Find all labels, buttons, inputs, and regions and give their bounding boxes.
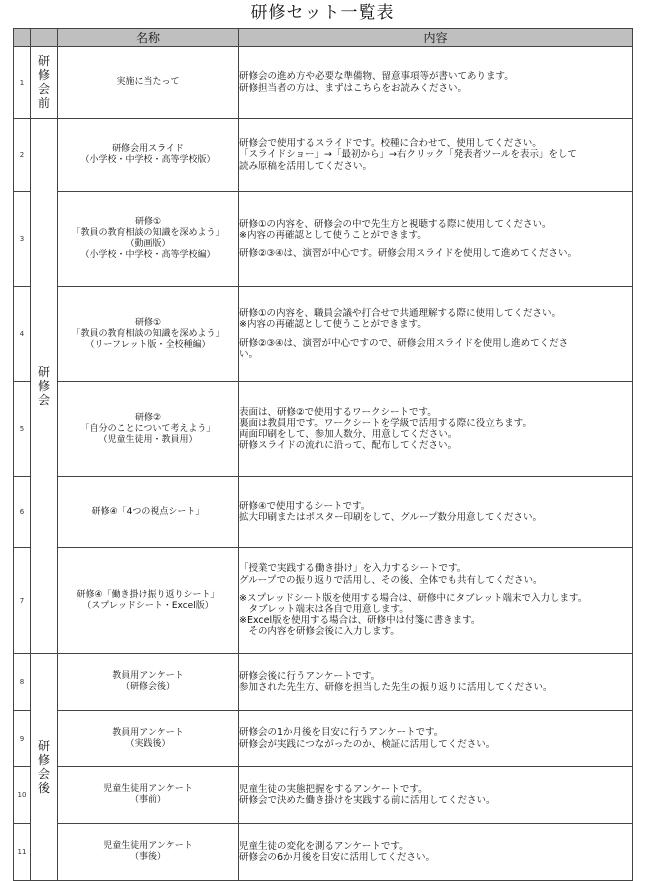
text-line: 研 xyxy=(37,364,50,379)
row-number: 6 xyxy=(14,477,31,548)
row-number: 3 xyxy=(14,192,31,287)
item-name xyxy=(58,477,239,548)
text-line: 研修会後に行うアンケートです。 xyxy=(239,670,381,682)
header-no xyxy=(14,29,31,47)
text-line: 研修担当者の方は、まずはこちらをお読みください。 xyxy=(239,82,468,94)
text-line: 読み原稿を活用してください。 xyxy=(239,160,373,172)
text-line: 両面印刷をして、参加人数分、用意してください。 xyxy=(239,429,458,440)
text-line: 研修会の6か月後を目安に活用してください。 xyxy=(239,852,436,863)
text-line: 「教員の教育相談の知識を深めよう」 xyxy=(71,328,225,339)
text-line: 会 xyxy=(37,392,50,407)
blank-line xyxy=(239,331,632,338)
row-number: 7 xyxy=(14,548,31,654)
row-number: 5 xyxy=(14,382,31,477)
text-line: 研修①の内容を、職員会議や打合せで共通理解する際に使用してください。 xyxy=(239,308,562,320)
text-line: 後 xyxy=(37,780,50,795)
text-line: 研修会で決めた働き掛けを実践する前に活用してください。 xyxy=(239,795,496,806)
phase-label xyxy=(38,739,50,795)
row-number: 10 xyxy=(14,767,31,824)
text-line: ※Excel版を使用する場合は、研修中は付箋に書きます。 xyxy=(239,615,481,627)
phase-after xyxy=(31,654,58,881)
text-line: （動画版） xyxy=(125,239,171,249)
text-line: その内容を研修会後に入力します。 xyxy=(239,626,400,638)
phase-before xyxy=(31,47,58,119)
text-line: 研修① xyxy=(134,317,162,328)
item-name xyxy=(58,654,239,711)
text-line: 修 xyxy=(37,68,50,82)
item-content xyxy=(239,477,633,548)
phase-label xyxy=(38,365,50,407)
table-row xyxy=(14,654,633,711)
table-row xyxy=(14,47,633,119)
text-line: （スプレッドシート・Excel版） xyxy=(82,600,214,611)
table-row xyxy=(14,711,633,767)
text-line: 参加された先生方、研修を担当した先生の振り返りに活用してください。 xyxy=(239,682,553,693)
text-line: 児童生徒の実態把握をするアンケートです。 xyxy=(239,783,428,795)
text-line: タブレット端末は各自で用意します。 xyxy=(239,604,409,615)
text-line: 研修会で使用するスライドです。校種に合わせて、使用してください。 xyxy=(239,138,542,150)
text-line: （実践後） xyxy=(125,738,171,749)
item-name xyxy=(58,824,239,881)
blank-line xyxy=(239,586,632,593)
item-name xyxy=(58,548,239,654)
phase-during xyxy=(31,119,58,654)
text-line: 拡大印刷またはポスター印刷をして、グループ数分用意してください。 xyxy=(239,512,543,523)
table-row xyxy=(14,824,633,881)
item-content xyxy=(239,824,633,881)
item-name xyxy=(58,711,239,767)
row-number: 4 xyxy=(14,287,31,382)
header-content: 内容 xyxy=(239,29,633,47)
text-line: （研修会後） xyxy=(120,682,175,692)
text-line: 研 xyxy=(37,738,50,753)
text-line: 研修① xyxy=(134,217,162,227)
text-line: 研修会の進め方や必要な準備物、留意事項等が書いてあります。 xyxy=(239,71,514,83)
text-line: い。 xyxy=(239,348,259,360)
text-line: 研修②③④は、演習が中心ですので、研修会用スライドを使用し進めてくださ xyxy=(239,337,569,349)
item-content xyxy=(239,654,633,711)
item-name xyxy=(58,287,239,382)
text-line: 研修② xyxy=(134,412,162,423)
item-name xyxy=(58,47,239,119)
text-line: 会 xyxy=(37,82,50,96)
text-line: （小学校・中学校・高等学校版） xyxy=(80,155,216,165)
text-line: 教員用アンケート xyxy=(112,671,184,681)
table-row xyxy=(14,382,633,477)
row-number: 2 xyxy=(14,119,31,192)
text-line: 研修会の1か月後を目安に行うアンケートです。 xyxy=(239,727,444,739)
item-content xyxy=(239,287,633,382)
table-row xyxy=(14,287,633,382)
text-line: 修 xyxy=(37,378,50,393)
header-phase xyxy=(31,29,58,47)
text-line: 修 xyxy=(37,752,50,767)
row-number: 8 xyxy=(14,654,31,711)
table-row xyxy=(14,548,633,654)
text-line: 「教員の教育相談の知識を深めよう」 xyxy=(71,228,225,238)
text-line: 研修②③④は、演習が中心です。研修会用スライドを使用して進めてください。 xyxy=(239,248,578,260)
text-line: （事前） xyxy=(129,795,166,805)
text-line: （事後） xyxy=(129,852,166,862)
text-line: 研 xyxy=(37,54,50,68)
text-line: 研修④「4つの視点シート」 xyxy=(91,506,205,517)
item-name xyxy=(58,119,239,192)
text-line: （小学校・中学校・高等学校編） xyxy=(80,250,216,260)
text-line: 児童生徒の変化を測るアンケートです。 xyxy=(239,840,409,852)
text-line: ※内容の再確認として使うことができます。 xyxy=(239,319,427,331)
row-number: 11 xyxy=(14,824,31,881)
text-line: 前 xyxy=(37,96,50,110)
item-content xyxy=(239,548,633,654)
item-name xyxy=(58,192,239,287)
text-line: 会 xyxy=(37,766,50,781)
text-line: グループでの振り返りで活用し、その後、全体でも共有してください。 xyxy=(239,574,543,586)
text-line: 研修④「働き掛け振り返りシート」 xyxy=(76,589,220,600)
phase-label xyxy=(38,54,50,110)
table-row xyxy=(14,192,633,287)
training-set-table xyxy=(13,28,633,881)
text-line: 「スライドショー」→「最初から」→右クリック「発表者ツールを表示」をして xyxy=(239,149,577,161)
row-number: 9 xyxy=(14,711,31,767)
text-line: 表面は、研修②で使用するワークシートです。 xyxy=(239,406,437,418)
item-content xyxy=(239,47,633,119)
text-line: 研修会用スライド xyxy=(112,144,184,154)
text-line: 児童生徒用アンケート xyxy=(103,784,193,794)
text-line: 「授業で実践する働き掛け」を入力するシートです。 xyxy=(239,563,467,575)
text-line: 研修会が実践につながったのか、検証に活用してください。 xyxy=(239,738,496,750)
text-line: 児童生徒用アンケート xyxy=(103,841,193,851)
text-line: 研修①の内容を、研修会の中で先生方と視聴する際に使用してください。 xyxy=(239,218,552,230)
text-line: 「自分のことについて考えよう」 xyxy=(80,423,216,434)
page-title: 研修セット一覧表 xyxy=(250,3,395,23)
item-content xyxy=(239,192,633,287)
text-line: （リーフレット版・全校種編） xyxy=(85,339,211,350)
header-row xyxy=(14,29,633,47)
text-line: 裏面は教員用です。ワークシートを学級で活用する際に役立ちます。 xyxy=(239,417,532,429)
text-line: 実施に当たって xyxy=(116,77,180,87)
item-content xyxy=(239,767,633,824)
table-row xyxy=(14,119,633,192)
text-line: 研修④で使用するシートです。 xyxy=(239,500,371,512)
header-name: 名称 xyxy=(58,29,239,47)
item-name xyxy=(58,382,239,477)
text-line: （児童生徒用・教員用） xyxy=(98,434,198,445)
item-content xyxy=(239,711,633,767)
table-row xyxy=(14,767,633,824)
row-number: 1 xyxy=(14,47,31,119)
text-line: 教員用アンケート xyxy=(112,727,184,738)
item-content xyxy=(239,382,633,477)
text-line: ※スプレッドシート版を使用する場合は、研修中にタブレット端末で入力します。 xyxy=(239,592,588,604)
text-line: ※内容の再確認として使うことができます。 xyxy=(239,229,427,241)
text-line: 研修スライドの流れに沿って、配布してください。 xyxy=(239,440,458,452)
item-name xyxy=(58,767,239,824)
table-row xyxy=(14,477,633,548)
item-content xyxy=(239,119,633,192)
